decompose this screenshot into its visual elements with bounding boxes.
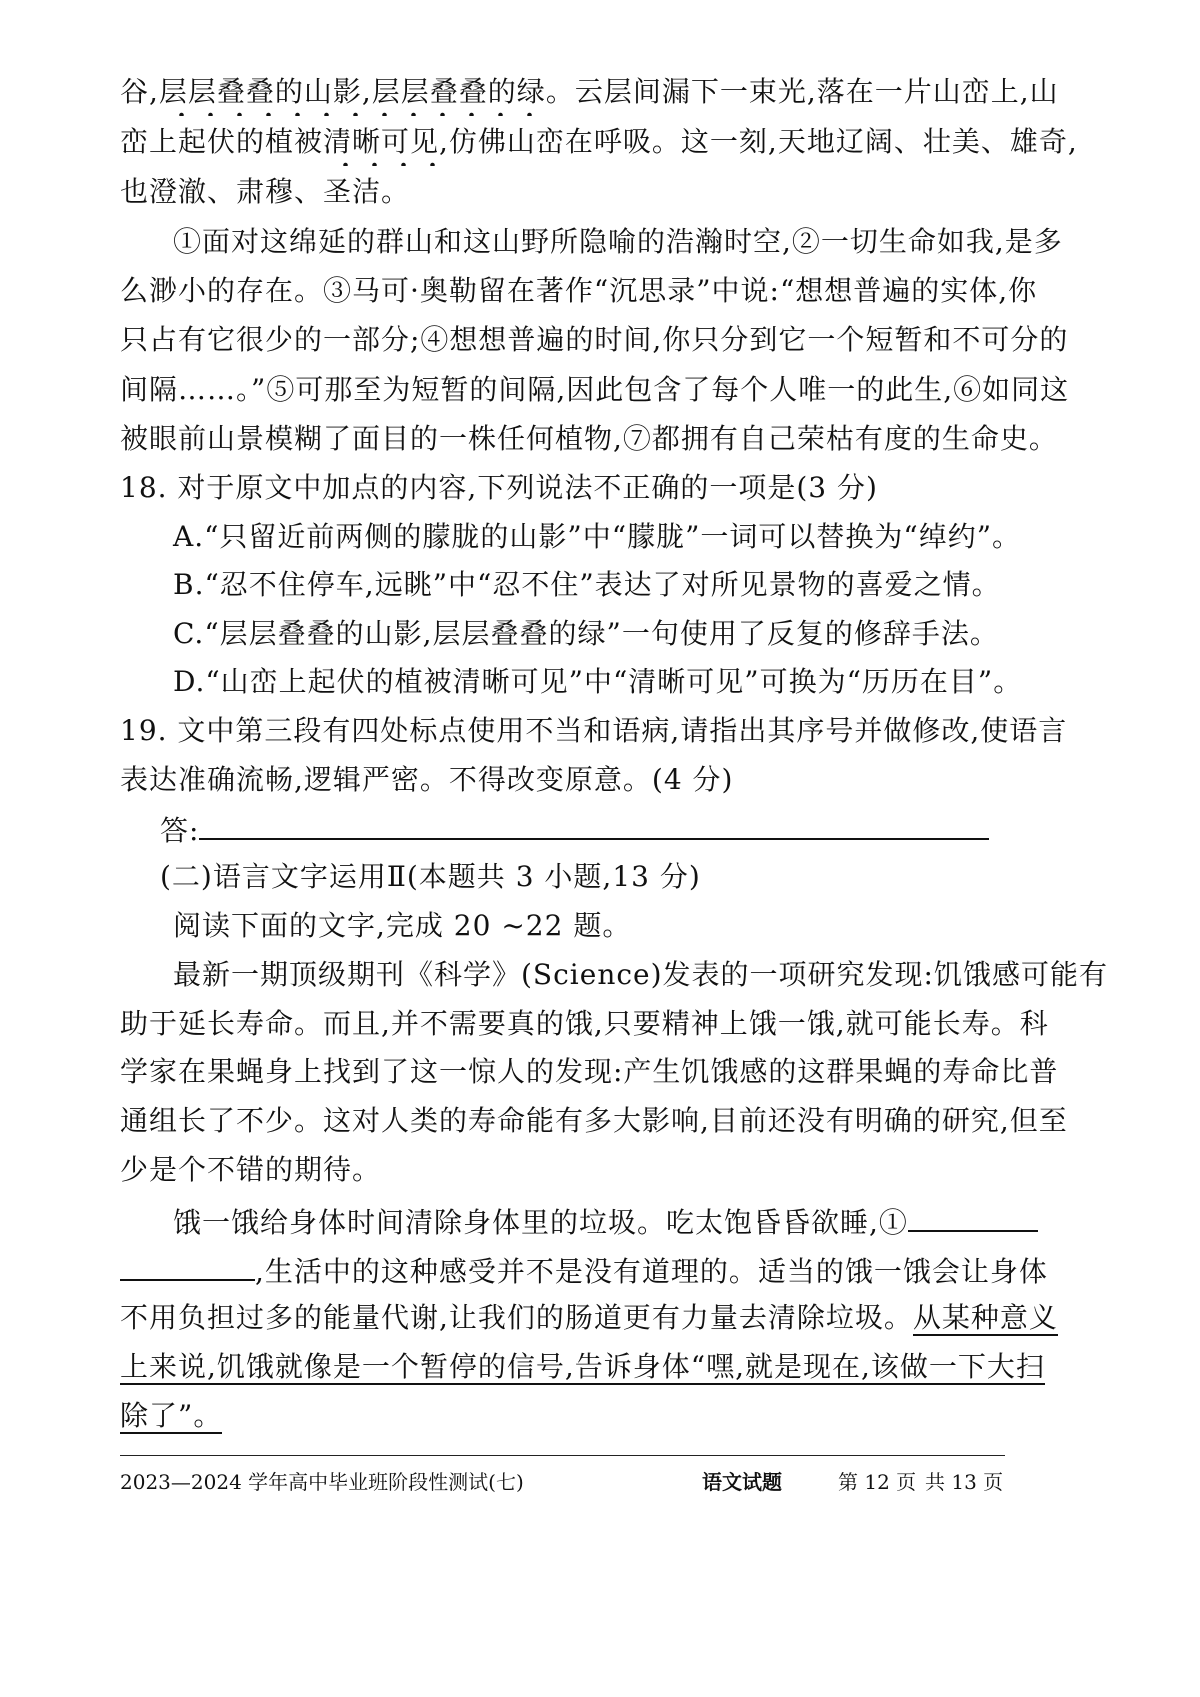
q19-stem-line-1: 19. 文中第三段有四处标点使用不当和语病,请指出其序号并做修改,使语言 <box>120 714 1068 747</box>
underlined-text: 从某种意义 <box>912 1301 1058 1334</box>
footer-subject: 语文试题 <box>702 1470 782 1494</box>
p2-line-2: 么渺小的存在。③马可·奥勒留在著作“沉思录”中说:“想想普遍的实体,你 <box>120 274 1038 307</box>
text: 谷, <box>120 75 159 108</box>
q18-option-a: A.“只留近前两侧的朦胧的山影”中“朦胧”一词可以替换为“绰约”。 <box>173 520 1022 553</box>
dotted-text: 清晰可见 <box>323 125 439 166</box>
p4-line-5 <box>120 1396 222 1436</box>
p2-line-3: 只占有它很少的一部分;④想想普遍的时间,你只分到它一个短暂和不可分的 <box>120 323 1069 356</box>
answer-blank[interactable] <box>199 808 989 840</box>
q19-answer <box>160 808 989 851</box>
p1-line-3: 也澄澈、肃穆、圣洁。 <box>120 175 411 208</box>
text: ,生活中的这种感受并不是没有道理的。适当的饿一饿会让身体 <box>255 1255 1048 1288</box>
section-title: (二)语言文字运用Ⅱ(本题共 3 小题,13 分) <box>160 860 701 893</box>
p2-line-4: 间隔……。”⑤可那至为短暂的间隔,因此包含了每个人唯一的此生,⑥如同这 <box>120 373 1070 406</box>
text: 不用负担过多的能量代谢,让我们的肠道更有力量去清除垃圾。 <box>120 1301 913 1334</box>
fill-blank-1-end[interactable] <box>120 1249 255 1281</box>
text: ,仿佛山峦在呼吸。这一刻,天地辽阔、壮美、雄奇, <box>439 125 1078 158</box>
p4-line-2 <box>120 1249 1048 1292</box>
dotted-text: 层层叠叠的山影,层层叠叠的绿 <box>159 75 546 116</box>
q18-option-d: D.“山峦上起伏的植被清晰可见”中“清晰可见”可换为“历历在目”。 <box>173 665 1023 698</box>
footer-rule <box>120 1455 1005 1456</box>
text: 饿一饿给身体时间清除身体里的垃圾。吃太饱昏昏欲睡,① <box>173 1206 908 1239</box>
underlined-text: 上来说,饥饿就像是一个暂停的信号,告诉身体“嘿,就是现在,该做一下大扫 <box>120 1350 1045 1383</box>
footer-exam-title: 2023—2024 学年高中毕业班阶段性测试(七) <box>120 1470 524 1494</box>
text: 。云层间漏下一束光,落在一片山峦上,山 <box>545 75 1059 108</box>
p2-line-1: ①面对这绵延的群山和这山野所隐喻的浩瀚时空,②一切生命如我,是多 <box>173 225 1063 258</box>
footer-total-pages: 共 13 页 <box>925 1470 1004 1494</box>
p4-line-1 <box>173 1200 1038 1243</box>
p3-line-3: 学家在果蝇身上找到了这一惊人的发现:产生饥饿感的这群果蝇的寿命比普 <box>120 1055 1059 1088</box>
section-instruction: 阅读下面的文字,完成 20 ~22 题。 <box>173 909 632 942</box>
p1-line-2 <box>120 122 1078 162</box>
p1-line-1 <box>120 72 1059 112</box>
p4-line-3 <box>120 1298 1058 1338</box>
underlined-text: 除了”。 <box>120 1399 223 1432</box>
text: 峦上起伏的植被 <box>120 125 324 158</box>
p3-line-5: 少是个不错的期待。 <box>120 1153 382 1186</box>
p3-line-1: 最新一期顶级期刊《科学》(Science)发表的一项研究发现:饥饿感可能有 <box>173 958 1108 991</box>
p3-line-4: 通组长了不少。这对人类的寿命能有多大影响,目前还没有明确的研究,但至 <box>120 1104 1068 1137</box>
fill-blank-1-start[interactable] <box>908 1200 1038 1232</box>
p2-line-5: 被眼前山景模糊了面目的一株任何植物,⑦都拥有自己荣枯有度的生命史。 <box>120 422 1058 455</box>
q18-option-c: C.“层层叠叠的山影,层层叠叠的绿”一句使用了反复的修辞手法。 <box>173 617 999 650</box>
answer-label: 答: <box>160 814 200 847</box>
q18-option-b: B.“忍不住停车,远眺”中“忍不住”表达了对所见景物的喜爱之情。 <box>173 568 1001 601</box>
q18-stem: 18. 对于原文中加点的内容,下列说法不正确的一项是(3 分) <box>120 471 878 504</box>
p4-line-4 <box>120 1347 1045 1387</box>
p3-line-2: 助于延长寿命。而且,并不需要真的饿,只要精神上饿一饿,就可能长寿。科 <box>120 1007 1049 1040</box>
footer-page-number: 第 12 页 <box>838 1470 917 1494</box>
q19-stem-line-2: 表达准确流畅,逻辑严密。不得改变原意。(4 分) <box>120 763 734 796</box>
